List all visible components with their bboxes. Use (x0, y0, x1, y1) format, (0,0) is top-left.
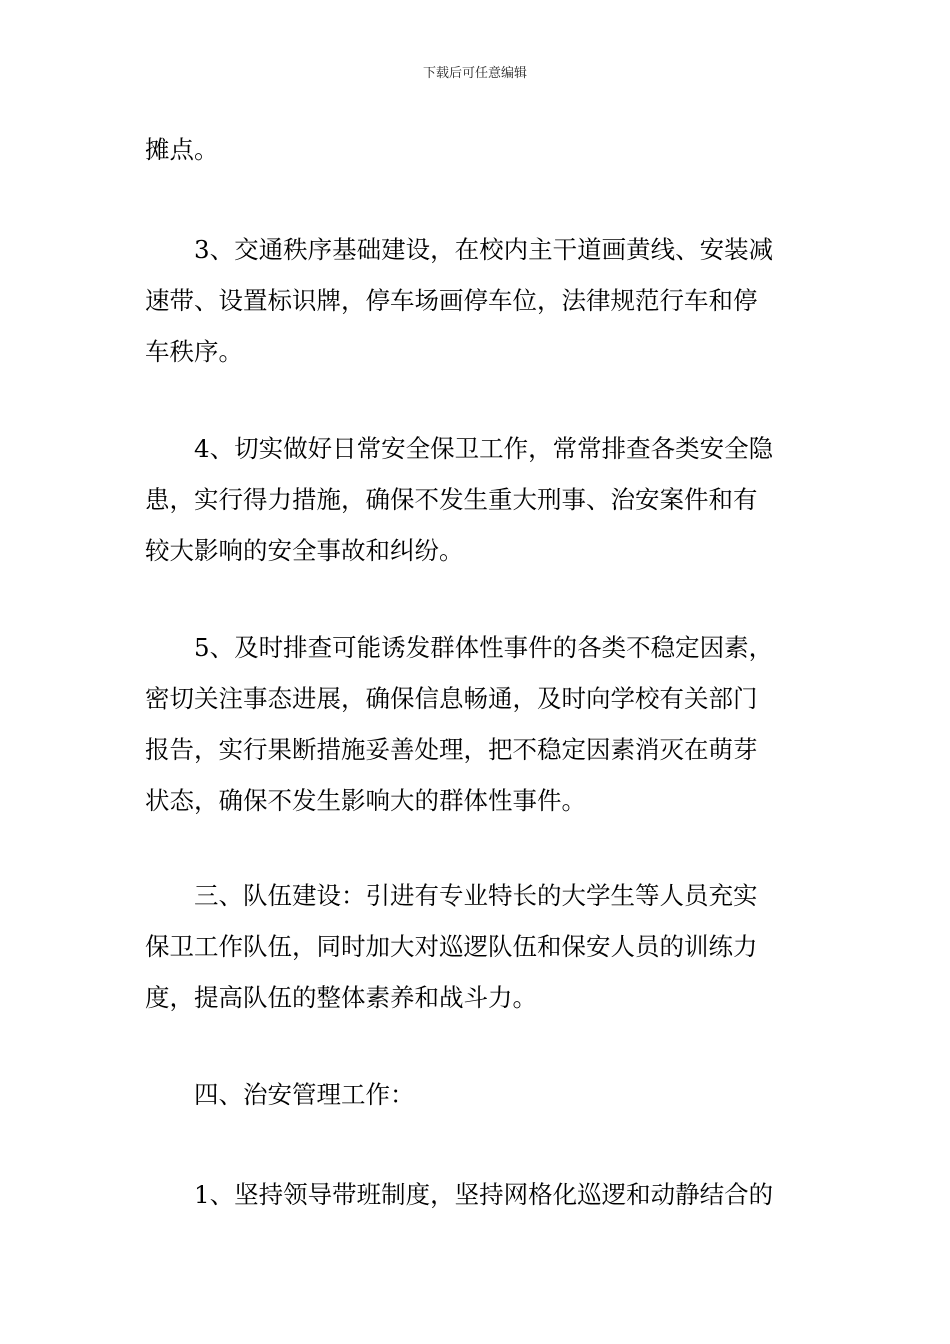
text-line: 4、切实做好日常安全保卫工作，常常排查各类安全隐 (194, 434, 774, 463)
text-line: 四、治安管理工作： (194, 1080, 415, 1109)
text-line: 度，提高队伍的整体素养和战斗力。 (145, 983, 537, 1012)
text-line: 患，实行得力措施，确保不发生重大刑事、治安案件和有 (145, 485, 758, 514)
text-line: 1、坚持领导带班制度，坚持网格化巡逻和动静结合的 (194, 1180, 774, 1209)
text-line: 状态，确保不发生影响大的群体性事件。 (145, 786, 586, 815)
text-line: 三、队伍建设：引进有专业特长的大学生等人员充实 (194, 881, 758, 910)
text-line: 报告，实行果断措施妥善处理，把不稳定因素消灭在萌芽 (145, 735, 758, 764)
paragraph-item-3 (145, 224, 810, 377)
text-line: 密切关注事态进展，确保信息畅通，及时向学校有关部门 (145, 684, 758, 713)
paragraph-item-4 (145, 423, 810, 576)
page-header: 下载后可任意编辑 (422, 66, 527, 81)
text-line: 5、及时排查可能诱发群体性事件的各类不稳定因素， (194, 633, 774, 662)
paragraph-team-building (145, 870, 810, 1023)
text-line: 车秩序。 (145, 337, 243, 366)
paragraph-item-1 (145, 1169, 810, 1220)
paragraph-continuation (145, 124, 810, 175)
text-line: 摊点。 (145, 135, 219, 164)
text-line: 保卫工作队伍，同时加大对巡逻队伍和保安人员的训练力 (145, 932, 758, 961)
paragraph-item-5 (145, 622, 810, 826)
text-line: 3、交通秩序基础建设，在校内主干道画黄线、安装减 (194, 235, 774, 264)
paragraph-section-heading (145, 1069, 810, 1120)
text-line: 速带、设置标识牌，停车场画停车位，法律规范行车和停 (145, 286, 758, 315)
text-line: 较大影响的安全事故和纠纷。 (145, 536, 464, 565)
